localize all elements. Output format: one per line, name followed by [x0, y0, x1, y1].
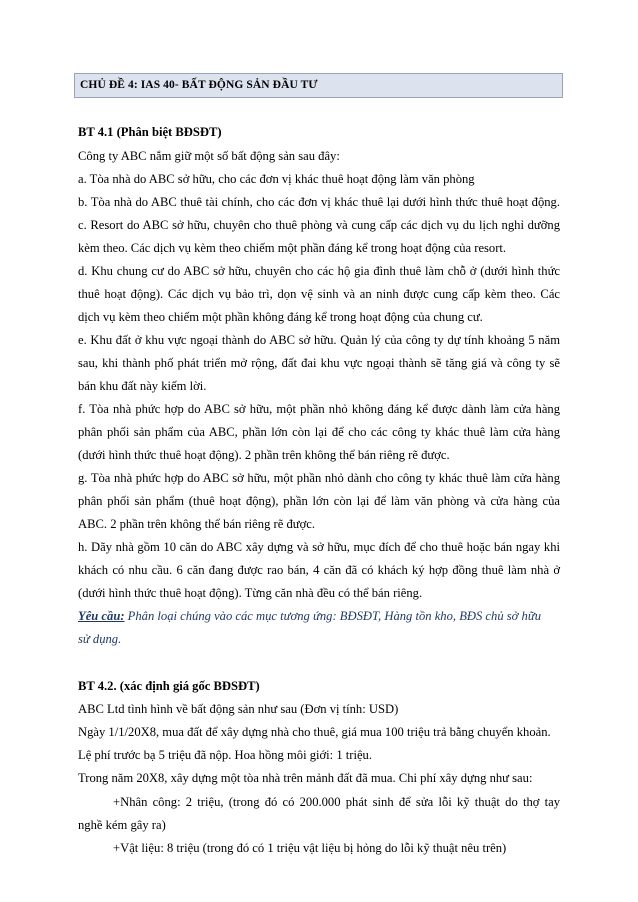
paragraph-line: a. Tòa nhà do ABC sở hữu, cho các đơn vị khác thuê hoạt động làm văn phòng [78, 172, 475, 186]
paragraph-line: (dưới hình thức thuê hoạt động). Từng căn nhà đều có thể bán riêng. [78, 586, 423, 600]
exercise-4-1-heading: BT 4.1 (Phân biệt BĐSĐT) [78, 125, 222, 139]
paragraph-line: d. Khu chung cư do ABC sở hữu, chuyên cho các hộ gia đình thuê làm chỗ ở (dưới hình thức [78, 264, 560, 278]
paragraph-line: thuê hoạt động). Các dịch vụ bảo trì, dọn vệ sinh và an ninh được cung cấp kèm theo. Các [78, 287, 560, 301]
paragraph-line: b. Tòa nhà do ABC thuê tài chính, cho các đơn vị khác thuê lại dưới hình thức thuê hoạt động. [78, 195, 560, 209]
paragraph-line: ABC. 2 phần trên không thể bán riêng rẽ được. [78, 517, 315, 531]
paragraph-line: e. Khu đất ở khu vực ngoại thành do ABC sở hữu. Quản lý của công ty dự tính khoảng 5 năm [78, 333, 560, 347]
paragraph-line: phân phối sản phẩm (thuê hoạt động), phần lớn còn lại để làm văn phòng và cửa hàng của [78, 494, 560, 508]
paragraph-line: Lệ phí trước bạ 5 triệu đã nộp. Hoa hồng môi giới: 1 triệu. [78, 748, 372, 762]
paragraph-line: Công ty ABC nắm giữ một số bất động sản sau đây: [78, 149, 340, 163]
requirement-text: Phân loại chúng vào các mục tương ứng: BĐSĐT, Hàng tồn kho, BĐS chủ sở hữu [124, 609, 541, 623]
paragraph-line: dịch vụ kèm theo chiếm một phần không đáng kể trong hoạt động của chung cư. [78, 310, 483, 324]
paragraph-line: kèm theo. Các dịch vụ kèm theo chiếm một phần đáng kể trong hoạt động của resort. [78, 241, 507, 255]
paragraph-line: c. Resort do ABC sở hữu, chuyên cho thuê phòng và cung cấp các dịch vụ du lịch nghỉ dưỡng [78, 218, 560, 232]
requirement-label: Yêu cầu: [78, 609, 125, 623]
paragraph-line: sau, khi thành phố phát triển mở rộng, đất đai khu vực ngoại thành sẽ tăng giá và công ty sẽ [78, 356, 560, 370]
requirement-text-continued: sử dụng. [78, 632, 122, 646]
paragraph-line: Trong năm 20X8, xây dựng một tòa nhà trên mảnh đất đã mua. Chi phí xây dựng như sau: [78, 771, 533, 785]
topic-header-box [74, 73, 563, 98]
material-cost-line: +Vật liệu: 8 triệu (trong đó có 1 triệu vật liệu bị hỏng do lỗi kỹ thuật nêu trên) [113, 841, 507, 855]
topic-title: CHỦ ĐỀ 4: IAS 40- BẤT ĐỘNG SẢN ĐẦU TƯ [80, 79, 318, 91]
paragraph-line: ABC Ltd tình hình về bất động sản như sau (Đơn vị tính: USD) [78, 702, 399, 716]
paragraph-line: (dưới hình thức thuê hoạt động). 2 phần trên không thể bán riêng rẽ được. [78, 448, 450, 462]
paragraph-line: Ngày 1/1/20X8, mua đất để xây dựng nhà cho thuê, giá mua 100 triệu trả bằng chuyển khoản. [78, 725, 551, 739]
paragraph-line: bán khu đất này kiếm lời. [78, 379, 207, 393]
exercise-4-2-heading: BT 4.2. (xác định giá gốc BĐSĐT) [78, 679, 260, 693]
requirement-line [78, 610, 541, 623]
labor-cost-line: +Nhân công: 2 triệu, (trong đó có 200.000 phát sinh để sửa lỗi kỹ thuật do thợ tay [113, 795, 560, 809]
paragraph-line: f. Tòa nhà phức hợp do ABC sở hữu, một phần nhỏ không đáng kể được dành làm cửa hàng [78, 402, 560, 416]
paragraph-line: g. Tòa nhà phức hợp do ABC sở hữu, một phần nhỏ dành cho công ty khác thuê làm cửa hàng [78, 471, 560, 485]
paragraph-line: h. Dãy nhà gồm 10 căn do ABC xây dựng và sở hữu, mục đích để cho thuê hoặc bán ngay khi [78, 540, 560, 554]
labor-cost-line-continued: nghề kém gây ra) [78, 818, 166, 832]
paragraph-line: phân phối sản phẩm của ABC, phần lớn còn lại để cho các công ty khác thuê làm cửa hàng [78, 425, 560, 439]
paragraph-line: khách có nhu cầu. 6 căn đang được rao bán, 4 căn đã có khách ký hợp đồng thuê làm nhà ở [78, 563, 560, 577]
